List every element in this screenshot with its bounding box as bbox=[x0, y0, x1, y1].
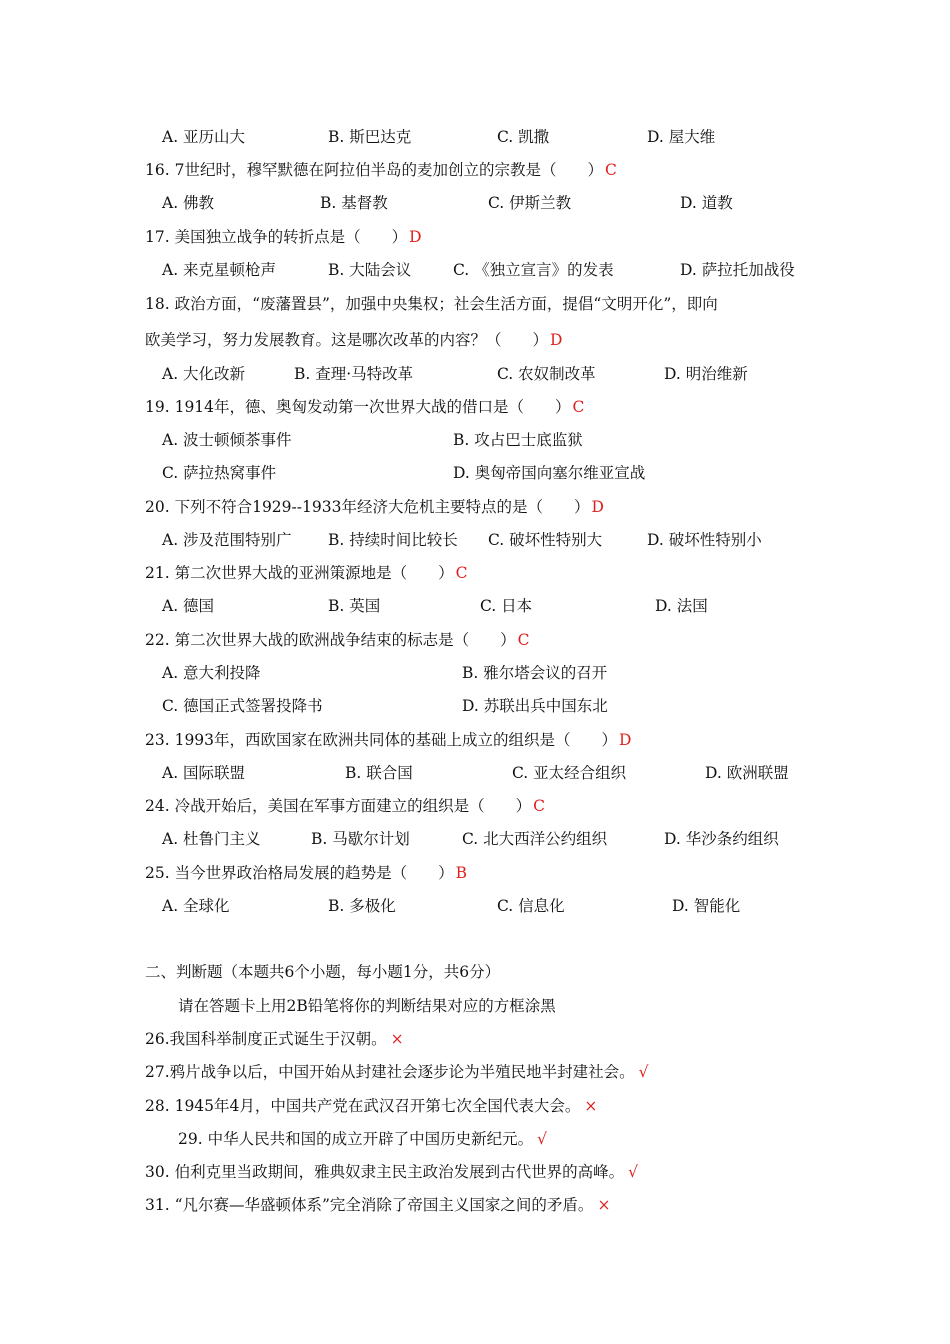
option-d: D. 道教 bbox=[680, 194, 733, 212]
question-stem: 19. 1914年，德、奥匈发动第一次世界大战的借口是（ ） bbox=[145, 398, 571, 416]
judgment-mark: × bbox=[597, 1196, 611, 1214]
judgment-text: 27.鸦片战争以后，中国开始从封建社会逐步论为半殖民地半封建社会。 bbox=[145, 1063, 635, 1081]
answer-key: D bbox=[550, 331, 563, 349]
option-a: A. 来克星顿枪声 bbox=[162, 261, 277, 279]
option-c: C. 北大西洋公约组织 bbox=[462, 830, 608, 848]
option-a: A. 德国 bbox=[162, 597, 215, 615]
option-b: B. 英国 bbox=[328, 597, 381, 615]
option-b: B. 联合国 bbox=[345, 764, 413, 782]
judgment-mark: × bbox=[390, 1030, 404, 1048]
question-stem: 21. 第二次世界大战的亚洲策源地是（ ） bbox=[145, 564, 454, 582]
answer-key: D bbox=[591, 498, 604, 516]
judgment-text: 26.我国科举制度正式诞生于汉朝。 bbox=[145, 1030, 387, 1048]
question-stem: 欧美学习，努力发展教育。这是哪次改革的内容？（ ） bbox=[145, 331, 549, 349]
judgment-text: 30. 伯利克里当政期间，雅典奴隶主民主政治发展到古代世界的高峰。 bbox=[145, 1163, 625, 1181]
option-a: A. 涉及范围特别广 bbox=[162, 531, 292, 549]
option-a: A. 大化改新 bbox=[162, 365, 246, 383]
option-c: C. 凯撒 bbox=[497, 128, 550, 146]
judgment-mark: √ bbox=[537, 1130, 547, 1148]
question-18-line-1: 18. 政治方面，“废藩置县”，加强中央集权；社会生活方面，提倡“文明开化”，即向 bbox=[145, 295, 718, 313]
option-b: B. 斯巴达克 bbox=[328, 128, 412, 146]
judgment-item bbox=[178, 1129, 547, 1149]
option-d: D. 破坏性特别小 bbox=[647, 531, 762, 549]
option-d: D. 欧洲联盟 bbox=[705, 764, 789, 782]
question-stem: 24. 冷战开始后，美国在军事方面建立的组织是（ ） bbox=[145, 797, 532, 815]
option-b: B. 雅尔塔会议的召开 bbox=[462, 664, 608, 682]
question-23 bbox=[145, 730, 631, 750]
option-c: C. 萨拉热窝事件 bbox=[162, 464, 277, 482]
question-20 bbox=[145, 497, 604, 517]
question-22 bbox=[145, 630, 529, 650]
option-c: C. 农奴制改革 bbox=[497, 365, 596, 383]
option-b: B. 查理·马特改革 bbox=[294, 365, 414, 383]
question-24 bbox=[145, 796, 545, 816]
option-a: A. 全球化 bbox=[162, 897, 230, 915]
option-a: A. 杜鲁门主义 bbox=[162, 830, 261, 848]
question-18-line-2 bbox=[145, 330, 562, 350]
option-c: C. 亚太经合组织 bbox=[512, 764, 627, 782]
answer-key: B bbox=[455, 864, 467, 882]
answer-key: D bbox=[619, 731, 632, 749]
answer-key: D bbox=[409, 228, 422, 246]
answer-key: C bbox=[572, 398, 585, 416]
option-a: A. 波士顿倾茶事件 bbox=[162, 431, 292, 449]
option-d: D. 明治维新 bbox=[664, 365, 748, 383]
question-stem: 25. 当今世界政治格局发展的趋势是（ ） bbox=[145, 864, 454, 882]
judgment-item bbox=[145, 1062, 649, 1082]
judgment-item bbox=[145, 1029, 404, 1049]
judgment-mark: √ bbox=[628, 1163, 638, 1181]
question-25 bbox=[145, 863, 467, 883]
judgment-item bbox=[145, 1162, 638, 1182]
option-c: C. 信息化 bbox=[497, 897, 565, 915]
question-stem: 17. 美国独立战争的转折点是（ ） bbox=[145, 228, 408, 246]
option-d: D. 智能化 bbox=[672, 897, 741, 915]
option-c: C. 日本 bbox=[480, 597, 533, 615]
option-d: D. 屋大维 bbox=[647, 128, 716, 146]
option-c: C. 德国正式签署投降书 bbox=[162, 697, 323, 715]
answer-key: C bbox=[455, 564, 468, 582]
question-17 bbox=[145, 227, 422, 247]
option-b: B. 多极化 bbox=[328, 897, 396, 915]
section-title: 二、判断题（本题共6个小题，每小题1分，共6分） bbox=[145, 963, 501, 981]
option-d: D. 萨拉托加战役 bbox=[680, 261, 795, 279]
option-a: A. 亚历山大 bbox=[162, 128, 246, 146]
judgment-item bbox=[145, 1096, 597, 1116]
question-stem: 23. 1993年，西欧国家在欧洲共同体的基础上成立的组织是（ ） bbox=[145, 731, 618, 749]
judgment-text: 28. 1945年4月，中国共产党在武汉召开第七次全国代表大会。 bbox=[145, 1097, 581, 1115]
answer-key: C bbox=[517, 631, 530, 649]
judgment-item bbox=[145, 1195, 610, 1215]
option-b: B. 持续时间比较长 bbox=[328, 531, 458, 549]
option-a: A. 国际联盟 bbox=[162, 764, 246, 782]
option-c: C. 破坏性特别大 bbox=[488, 531, 603, 549]
question-stem: 20. 下列不符合1929--1933年经济大危机主要特点的是（ ） bbox=[145, 498, 590, 516]
option-d: D. 苏联出兵中国东北 bbox=[462, 697, 608, 715]
option-c: C. 《独立宣言》的发表 bbox=[453, 261, 614, 279]
option-b: B. 基督教 bbox=[320, 194, 388, 212]
question-21 bbox=[145, 563, 467, 583]
answer-key: C bbox=[533, 797, 545, 815]
judgment-text: 31. “凡尔赛—华盛顿体系”完全消除了帝国主义国家之间的矛盾。 bbox=[145, 1196, 594, 1214]
option-a: A. 佛教 bbox=[162, 194, 215, 212]
option-d: D. 法国 bbox=[655, 597, 708, 615]
section-instruction: 请在答题卡上用2B铅笔将你的判断结果对应的方框涂黑 bbox=[178, 997, 556, 1015]
question-stem: 16. 7世纪时，穆罕默德在阿拉伯半岛的麦加创立的宗教是（ ） bbox=[145, 161, 603, 179]
option-d: D. 华沙条约组织 bbox=[664, 830, 779, 848]
answer-key: C bbox=[604, 161, 617, 179]
question-stem: 22. 第二次世界大战的欧洲战争结束的标志是（ ） bbox=[145, 631, 516, 649]
option-d: D. 奥匈帝国向塞尔维亚宣战 bbox=[453, 464, 646, 482]
option-b: B. 马歇尔计划 bbox=[311, 830, 410, 848]
option-a: A. 意大利投降 bbox=[162, 664, 261, 682]
question-19 bbox=[145, 397, 584, 417]
question-16 bbox=[145, 160, 617, 180]
option-b: B. 攻占巴士底监狱 bbox=[453, 431, 583, 449]
judgment-mark: × bbox=[584, 1097, 598, 1115]
judgment-mark: √ bbox=[638, 1063, 649, 1081]
option-b: B. 大陆会议 bbox=[328, 261, 412, 279]
judgment-text: 29. 中华人民共和国的成立开辟了中国历史新纪元。 bbox=[178, 1130, 534, 1148]
option-c: C. 伊斯兰教 bbox=[488, 194, 572, 212]
